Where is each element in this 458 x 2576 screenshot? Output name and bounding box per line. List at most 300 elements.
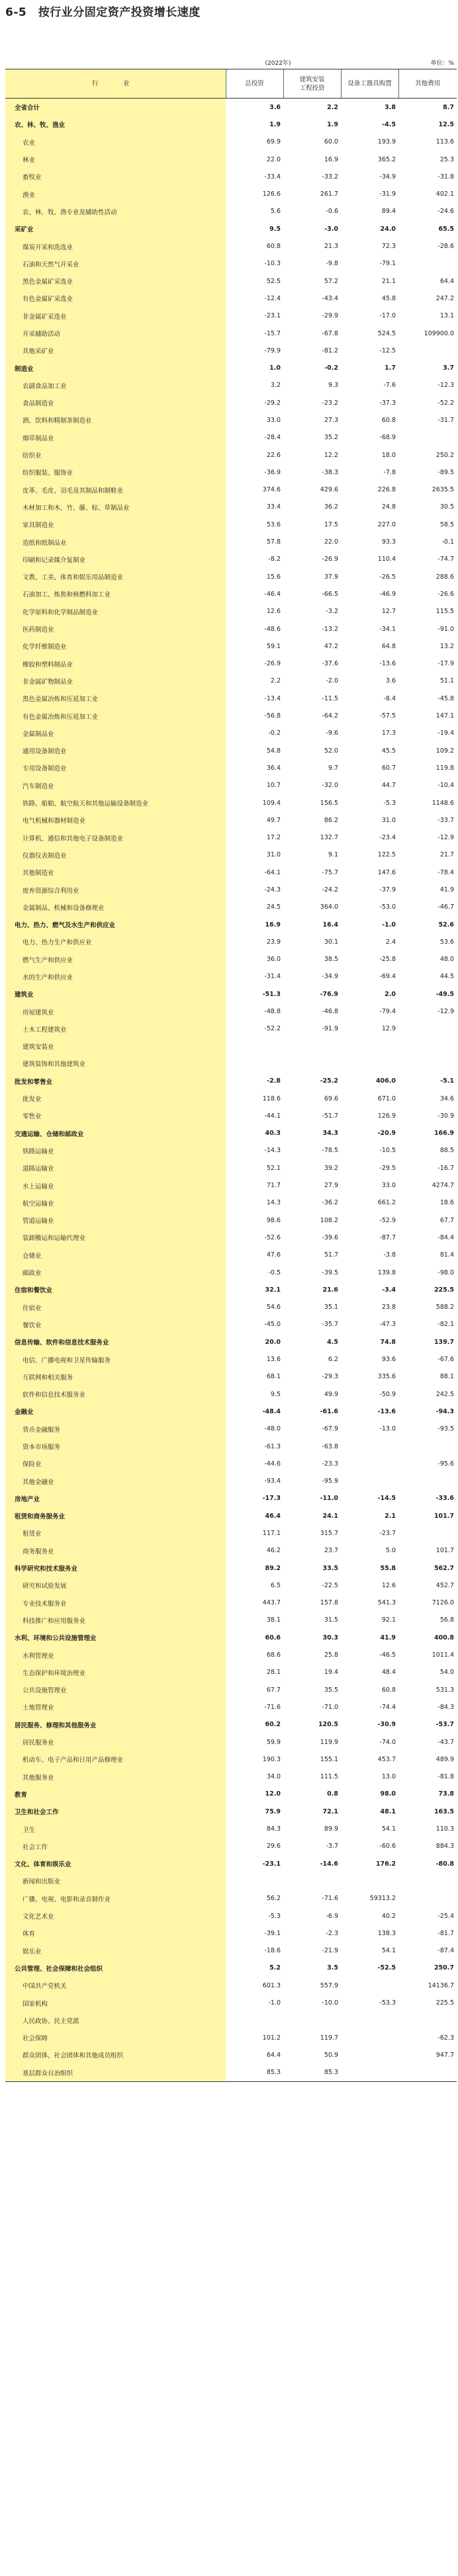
total-investment-cell: -48.0: [264, 1425, 281, 1433]
table-row: [5, 1159, 457, 1177]
industry-name-cell: 房屋建筑业: [5, 1003, 226, 1020]
construction-installation-cell: [283, 2012, 341, 2029]
table-row: [5, 794, 457, 811]
equipment-purchase-cell: 33.0: [381, 1182, 396, 1190]
total-investment-cell: -61.3: [264, 1442, 281, 1450]
equipment-purchase-cell: 54.1: [381, 1825, 396, 1833]
other-expenses-cell: 147.1: [435, 712, 454, 720]
construction-installation-cell: -71.0: [322, 1703, 338, 1711]
construction-installation-cell: -11.5: [322, 694, 338, 702]
equipment-purchase-cell: 122.5: [377, 851, 396, 859]
table-row: [5, 1664, 457, 1681]
other-expenses-cell: 65.5: [438, 225, 454, 233]
industry-name-cell: 食品制造业: [5, 394, 226, 411]
table-row: [5, 1333, 457, 1350]
construction-installation-cell: 429.6: [320, 486, 338, 494]
total-investment-cell: 60.2: [265, 1721, 281, 1729]
industry-name-cell: 黑色金属矿采选业: [5, 272, 226, 290]
construction-installation-cell: -22.5: [322, 1581, 338, 1589]
total-investment-cell: 59.1: [266, 642, 281, 650]
total-investment-cell: 17.2: [266, 834, 281, 842]
total-investment-cell: -18.6: [264, 1947, 281, 1955]
equipment-purchase-cell: [341, 1038, 398, 1055]
industry-name-cell: 木材加工和木、竹、藤、棕、草制品业: [5, 499, 226, 516]
total-investment-cell: 20.0: [265, 1338, 281, 1346]
industry-name-cell: 橡胶和塑料制品业: [5, 655, 226, 673]
table-row: [5, 2064, 457, 2082]
other-expenses-cell: -52.2: [437, 399, 454, 407]
industry-name-cell: 卫生: [5, 1820, 226, 1837]
industry-name-cell: 互联网和相关服务: [5, 1368, 226, 1386]
industry-name-cell: 其他采矿业: [5, 342, 226, 359]
year-note: (2022年): [265, 60, 291, 67]
equipment-purchase-cell: -47.3: [379, 1321, 396, 1329]
other-expenses-cell: -87.4: [437, 1947, 454, 1955]
industry-name-cell: 烟草制品业: [5, 429, 226, 446]
page-title: 6-5 按行业分固定资产投资增长速度: [5, 6, 201, 19]
other-expenses-cell: 115.5: [435, 608, 454, 616]
industry-name-cell: 商务服务业: [5, 1542, 226, 1559]
other-expenses-cell: 88.5: [439, 1147, 454, 1155]
construction-installation-cell: -11.0: [320, 1495, 338, 1503]
table-row: [5, 742, 457, 759]
construction-installation-cell: 51.7: [324, 1251, 338, 1259]
table-header-row: [5, 69, 457, 99]
total-investment-cell: 5.6: [270, 208, 281, 216]
construction-installation-cell: -3.7: [326, 1843, 338, 1850]
total-investment-cell: 64.4: [266, 2051, 281, 2059]
table-row: [5, 551, 457, 568]
construction-installation-cell: -95.9: [322, 1477, 338, 1485]
total-investment-cell: -93.4: [264, 1477, 281, 1485]
other-expenses-cell: -43.7: [437, 1738, 454, 1746]
industry-name-cell: 生态保护和环境治理业: [5, 1664, 226, 1681]
equipment-purchase-cell: -46.5: [379, 1651, 396, 1659]
other-expenses-cell: 101.7: [434, 1512, 454, 1520]
equipment-purchase-cell: -13.6: [379, 660, 396, 668]
total-investment-cell: 13.6: [266, 1356, 281, 1364]
table-row: [5, 151, 457, 168]
construction-installation-cell: -23.3: [322, 1460, 338, 1468]
header-total-investment: 总投资: [226, 69, 283, 99]
table-row: [5, 1681, 457, 1698]
other-expenses-cell: -30.9: [437, 1112, 454, 1120]
table-row: [5, 1820, 457, 1837]
equipment-purchase-cell: -50.9: [379, 1390, 396, 1398]
industry-name-cell: 专用设备制造业: [5, 759, 226, 776]
table-row: [5, 308, 457, 325]
table-row: [5, 185, 457, 202]
other-expenses-cell: 18.6: [439, 1199, 454, 1207]
equipment-purchase-cell: 59313.2: [369, 1895, 396, 1903]
industry-name-cell: 农、林、牧、渔专业及辅助性活动: [5, 203, 226, 220]
industry-name-cell: 软件和信息技术服务业: [5, 1386, 226, 1403]
equipment-purchase-cell: 60.7: [381, 764, 396, 772]
construction-installation-cell: -9.8: [326, 260, 338, 268]
equipment-purchase-cell: -5.3: [383, 799, 396, 807]
construction-installation-cell: 6.2: [328, 1356, 338, 1364]
table-row: [5, 1698, 457, 1716]
industry-name-cell: 石油加工、炼焦和核燃料加工业: [5, 585, 226, 602]
total-investment-cell: -36.9: [264, 468, 281, 476]
table-row: [5, 1577, 457, 1594]
table-row: [5, 1350, 457, 1368]
construction-installation-cell: 119.9: [320, 1738, 338, 1746]
table-row: [5, 1038, 457, 1055]
other-expenses-cell: -81.7: [437, 1929, 454, 1937]
table-row: [5, 1524, 457, 1542]
other-expenses-cell: [398, 1472, 457, 1489]
equipment-purchase-cell: 139.8: [377, 1268, 396, 1276]
construction-installation-cell: 16.9: [324, 155, 338, 163]
construction-installation-cell: -39.5: [322, 1268, 338, 1276]
table-row: [5, 1803, 457, 1820]
total-investment-cell: 54.8: [266, 747, 281, 755]
table-row: [5, 255, 457, 272]
equipment-purchase-cell: 12.7: [381, 608, 396, 616]
construction-installation-cell: -10.0: [322, 1999, 338, 2007]
industry-name-cell: 信息传输、软件和信息技术服务业: [5, 1333, 226, 1350]
other-expenses-cell: 489.9: [435, 1755, 454, 1763]
construction-installation-cell: 37.9: [324, 573, 338, 581]
other-expenses-cell: -80.8: [435, 1860, 454, 1868]
total-investment-cell: 3.6: [269, 103, 281, 111]
equipment-purchase-cell: -60.6: [379, 1843, 396, 1850]
total-investment-cell: 14.3: [266, 1199, 281, 1207]
table-row: [5, 134, 457, 151]
construction-installation-cell: -39.6: [322, 1233, 338, 1241]
other-expenses-cell: -24.6: [437, 208, 454, 216]
construction-installation-cell: -34.9: [322, 973, 338, 981]
total-investment-cell: 52.5: [266, 277, 281, 285]
other-expenses-cell: -94.3: [435, 1407, 454, 1415]
industry-name-cell: 教育: [5, 1786, 226, 1803]
industry-name-cell: 有色金属矿采选业: [5, 290, 226, 307]
equipment-purchase-cell: 40.2: [381, 1912, 396, 1920]
construction-installation-cell: 9.1: [328, 851, 338, 859]
equipment-purchase-cell: 41.9: [380, 1634, 396, 1641]
other-expenses-cell: 1011.4: [432, 1651, 454, 1659]
other-expenses-cell: -45.8: [437, 694, 454, 702]
total-investment-cell: -44.1: [264, 1112, 281, 1120]
construction-installation-cell: -29.9: [322, 312, 338, 320]
table-row: [5, 325, 457, 342]
total-investment-cell: 16.9: [265, 921, 281, 929]
equipment-purchase-cell: 661.2: [377, 1199, 396, 1207]
industry-name-cell: 批发业: [5, 1090, 226, 1107]
equipment-purchase-cell: [341, 1977, 398, 1994]
total-investment-cell: 9.5: [270, 1390, 281, 1398]
industry-name-cell: 基层群众自治组织: [5, 2064, 226, 2082]
other-expenses-cell: 73.8: [438, 1790, 454, 1798]
construction-installation-cell: -67.8: [322, 329, 338, 337]
other-expenses-cell: [398, 1038, 457, 1055]
industry-name-cell: 其他金融业: [5, 1472, 226, 1489]
construction-installation-cell: [283, 1038, 341, 1055]
table-row: [5, 446, 457, 464]
other-expenses-cell: 166.9: [434, 1130, 454, 1138]
table-row: [5, 1212, 457, 1229]
industry-name-cell: 装卸搬运和运输代理业: [5, 1229, 226, 1246]
other-expenses-cell: -26.6: [437, 590, 454, 598]
construction-installation-cell: 9.3: [328, 382, 338, 390]
table-row: [5, 2046, 457, 2063]
table-row: [5, 1907, 457, 1925]
industry-name-cell: 住宿业: [5, 1298, 226, 1315]
equipment-purchase-cell: -25.8: [379, 956, 396, 964]
industry-name-cell: 水利、环境和公共设施管理业: [5, 1629, 226, 1646]
equipment-purchase-cell: 98.0: [380, 1790, 396, 1798]
industry-name-cell: 人民政协、民主党派: [5, 2012, 226, 2029]
other-expenses-cell: 8.7: [443, 103, 454, 111]
total-investment-cell: -10.3: [264, 260, 281, 268]
equipment-purchase-cell: -87.7: [379, 1233, 396, 1241]
construction-installation-cell: -64.2: [322, 712, 338, 720]
table-row: [5, 1090, 457, 1107]
other-expenses-cell: -82.1: [437, 1321, 454, 1329]
equipment-purchase-cell: -46.9: [379, 590, 396, 598]
equipment-purchase-cell: 45.8: [381, 294, 396, 302]
industry-name-cell: 燃气生产和供应业: [5, 951, 226, 968]
industry-name-cell: 仓储业: [5, 1247, 226, 1264]
other-expenses-cell: 562.7: [434, 1564, 454, 1572]
other-expenses-cell: 44.5: [439, 973, 454, 981]
table-row: [5, 116, 457, 133]
other-expenses-cell: 109.2: [435, 747, 454, 755]
equipment-purchase-cell: 54.1: [381, 1947, 396, 1955]
equipment-purchase-cell: 524.5: [377, 329, 396, 337]
industry-name-cell: 建筑安装业: [5, 1038, 226, 1055]
industry-name-cell: 开采辅助活动: [5, 325, 226, 342]
industry-name-cell: 金融业: [5, 1403, 226, 1420]
construction-installation-cell: -3.0: [324, 225, 338, 233]
construction-installation-cell: 23.7: [324, 1547, 338, 1555]
industry-name-cell: 邮政业: [5, 1264, 226, 1281]
construction-installation-cell: -71.6: [322, 1895, 338, 1903]
equipment-purchase-cell: 55.8: [380, 1564, 396, 1572]
total-investment-cell: 36.0: [266, 956, 281, 964]
construction-installation-cell: [283, 1872, 341, 1890]
construction-installation-cell: -33.2: [322, 173, 338, 181]
equipment-purchase-cell: -29.5: [379, 1164, 396, 1172]
other-expenses-cell: 250.7: [434, 1964, 454, 1972]
total-investment-cell: 23.9: [266, 938, 281, 946]
other-expenses-cell: -67.6: [437, 1356, 454, 1364]
table-row: [5, 168, 457, 185]
equipment-purchase-cell: -37.9: [379, 886, 396, 893]
other-expenses-cell: -84.3: [437, 1703, 454, 1711]
total-investment-cell: -2.8: [267, 1077, 281, 1085]
table-row: [5, 1716, 457, 1733]
construction-installation-cell: -66.5: [322, 590, 338, 598]
industry-name-cell: 房地产业: [5, 1490, 226, 1507]
table-row: [5, 1890, 457, 1907]
table-row: [5, 655, 457, 673]
other-expenses-cell: -95.6: [437, 1460, 454, 1468]
industry-name-cell: 纺织业: [5, 446, 226, 464]
other-expenses-cell: 4274.7: [432, 1182, 454, 1190]
other-expenses-cell: -17.9: [437, 660, 454, 668]
equipment-purchase-cell: 23.8: [381, 1304, 396, 1311]
total-investment-cell: 34.0: [266, 1773, 281, 1781]
other-expenses-cell: [398, 342, 457, 359]
construction-installation-cell: 31.5: [324, 1616, 338, 1624]
other-expenses-cell: 81.4: [439, 1251, 454, 1259]
industry-name-cell: 纺织服装、服饰业: [5, 464, 226, 481]
header-industry: 行 业: [5, 69, 226, 99]
subtitle-row: [0, 57, 458, 69]
total-investment-cell: 68.6: [266, 1651, 281, 1659]
table-row: [5, 968, 457, 985]
equipment-purchase-cell: 176.2: [375, 1860, 396, 1868]
total-investment-cell: -17.3: [262, 1495, 281, 1503]
other-expenses-cell: -31.7: [437, 416, 454, 424]
equipment-purchase-cell: [341, 1455, 398, 1472]
total-investment-cell: 49.7: [266, 816, 281, 824]
table-row: [5, 1507, 457, 1524]
other-expenses-cell: 588.2: [435, 1304, 454, 1311]
total-investment-cell: 374.6: [262, 486, 281, 494]
construction-installation-cell: 156.5: [320, 799, 338, 807]
table-row: [5, 1107, 457, 1124]
table-row: [5, 673, 457, 690]
construction-installation-cell: 17.5: [324, 520, 338, 528]
industry-name-cell: 餐饮业: [5, 1316, 226, 1333]
table-row: [5, 1542, 457, 1559]
table-row: [5, 1386, 457, 1403]
table-row: [5, 1421, 457, 1438]
other-expenses-cell: 51.1: [439, 677, 454, 685]
construction-installation-cell: -36.2: [322, 1199, 338, 1207]
construction-installation-cell: 33.5: [322, 1564, 338, 1572]
total-investment-cell: 33.4: [266, 503, 281, 511]
equipment-purchase-cell: 2.4: [385, 938, 396, 946]
equipment-purchase-cell: 48.1: [380, 1807, 396, 1815]
industry-name-cell: 化学原料和化学制品制造业: [5, 603, 226, 620]
total-investment-cell: 68.1: [266, 1373, 281, 1381]
other-expenses-cell: 67.7: [439, 1216, 454, 1224]
industry-name-cell: 管道运输业: [5, 1212, 226, 1229]
construction-installation-cell: -43.4: [322, 294, 338, 302]
total-investment-cell: 47.6: [266, 1251, 281, 1259]
other-expenses-cell: 2635.5: [432, 486, 454, 494]
table-row: [5, 237, 457, 255]
industry-name-cell: 农副食品加工业: [5, 377, 226, 394]
construction-installation-cell: 85.3: [283, 2064, 341, 2082]
table-row: [5, 1298, 457, 1315]
other-expenses-cell: -78.4: [437, 868, 454, 876]
table-row: [5, 533, 457, 550]
construction-installation-cell: 35.1: [324, 1304, 338, 1311]
equipment-purchase-cell: 48.4: [381, 1669, 396, 1677]
other-expenses-cell: 225.5: [435, 1999, 454, 2007]
total-investment-cell: -1.0: [268, 1999, 281, 2007]
industry-name-cell: 畜牧业: [5, 168, 226, 185]
equipment-purchase-cell: 72.3: [381, 243, 396, 251]
total-investment-cell: 28.1: [266, 1669, 281, 1677]
table-row: [5, 585, 457, 602]
table-row: [5, 603, 457, 620]
other-expenses-cell: 14136.7: [428, 1981, 454, 1989]
construction-installation-cell: 25.8: [324, 1651, 338, 1659]
other-expenses-cell: -49.5: [435, 990, 454, 998]
other-expenses-cell: 7126.0: [432, 1599, 454, 1607]
total-investment-cell: [226, 1038, 283, 1055]
equipment-purchase-cell: 17.3: [381, 729, 396, 737]
other-expenses-cell: 110.3: [435, 1825, 454, 1833]
total-investment-cell: -12.4: [264, 294, 281, 302]
equipment-purchase-cell: -10.5: [379, 1147, 396, 1155]
table-row: [5, 1994, 457, 2011]
total-investment-cell: 117.1: [262, 1529, 281, 1537]
other-expenses-cell: 250.2: [435, 451, 454, 459]
total-investment-cell: -46.4: [264, 590, 281, 598]
industry-name-cell: 黑色金属冶炼和压延加工业: [5, 690, 226, 707]
other-expenses-cell: 3.7: [443, 364, 454, 372]
equipment-purchase-cell: 671.0: [377, 1095, 396, 1102]
construction-installation-cell: 86.2: [324, 816, 338, 824]
equipment-purchase-cell: -57.5: [379, 712, 396, 720]
industry-name-cell: 非金属矿物制品业: [5, 673, 226, 690]
construction-installation-cell: -91.9: [322, 1025, 338, 1033]
total-investment-cell: 69.9: [266, 138, 281, 146]
total-investment-cell: 60.8: [266, 243, 281, 251]
total-investment-cell: 40.3: [265, 1130, 281, 1138]
other-expenses-cell: -98.0: [437, 1268, 454, 1276]
table-row: [5, 690, 457, 707]
total-investment-cell: 57.8: [266, 538, 281, 546]
total-investment-cell: -28.4: [264, 434, 281, 442]
construction-installation-cell: 57.2: [324, 277, 338, 285]
table-row: [5, 864, 457, 881]
table-row: [5, 1629, 457, 1646]
table-row: [5, 1281, 457, 1298]
other-expenses-cell: -33.7: [437, 816, 454, 824]
industry-name-cell: 文化、体育和娱乐业: [5, 1855, 226, 1872]
industry-name-cell: 公共设施管理业: [5, 1681, 226, 1698]
industry-name-cell: 科技推广和应用服务业: [5, 1612, 226, 1629]
total-investment-cell: 54.6: [266, 1304, 281, 1311]
total-investment-cell: 46.4: [265, 1512, 281, 1520]
equipment-purchase-cell: 3.8: [385, 103, 396, 111]
equipment-purchase-cell: -52.9: [379, 1216, 396, 1224]
industry-name-cell: 货币金融服务: [5, 1421, 226, 1438]
table-row: [5, 985, 457, 1003]
industry-name-cell: 造纸和纸制品业: [5, 533, 226, 550]
total-investment-cell: 1.0: [269, 364, 281, 372]
total-investment-cell: 118.6: [262, 1095, 281, 1102]
construction-installation-cell: 108.2: [320, 1216, 338, 1224]
other-expenses-cell: -84.4: [437, 1233, 454, 1241]
table-row: [5, 1472, 457, 1489]
total-investment-cell: -56.8: [264, 712, 281, 720]
construction-installation-cell: -3.2: [326, 608, 338, 616]
equipment-purchase-cell: -17.0: [379, 312, 396, 320]
construction-installation-cell: -2.3: [326, 1929, 338, 1937]
table-row: [5, 638, 457, 655]
table-row: [5, 203, 457, 220]
construction-installation-cell: 12.2: [324, 451, 338, 459]
table-row: [5, 1838, 457, 1855]
equipment-purchase-cell: -23.4: [379, 834, 396, 842]
other-expenses-cell: 247.2: [435, 294, 454, 302]
industry-name-cell: 文化艺术业: [5, 1907, 226, 1925]
table-row: [5, 1925, 457, 1942]
other-expenses-cell: 21.7: [439, 851, 454, 859]
construction-installation-cell: 30.3: [322, 1634, 338, 1641]
total-investment-cell: 53.6: [266, 520, 281, 528]
total-investment-cell: 38.1: [266, 1616, 281, 1624]
